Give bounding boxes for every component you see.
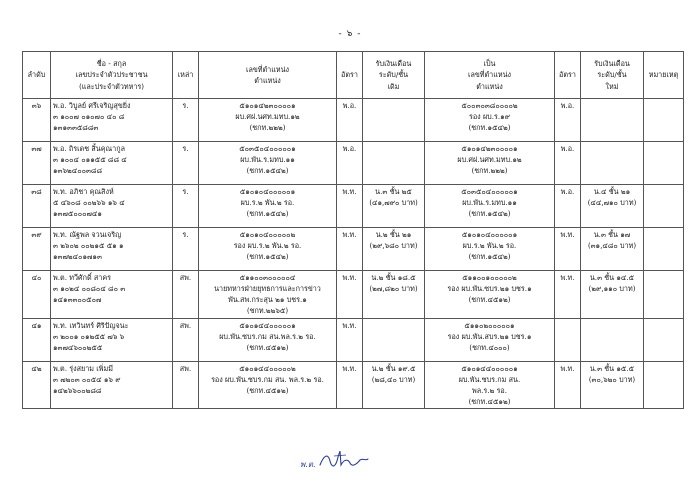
salary-line: (๔๑,๗๙๐ บาท) — [369, 198, 418, 208]
position-line: ๕๑๑๐๐๓๐๐๐๐๐๔ — [239, 273, 296, 282]
cell-name — [51, 99, 173, 142]
name-line: ๑๓๖๒๔๐๐๓๘๘ — [53, 166, 102, 176]
new-position-line: (ชกท.๒๒๒) — [471, 166, 508, 176]
cell-rank: พ.อ. — [337, 99, 363, 142]
new-position-line: ผบ.พัน.ร.มทบ.๑๑ — [462, 198, 517, 208]
cell-position — [199, 271, 337, 319]
new-position-line: ๕๑๑๐๒๐๐๐๐๐๑ — [464, 320, 515, 330]
table-row — [23, 318, 684, 361]
cell-new-salary — [581, 271, 644, 319]
cell-new-rank — [555, 318, 581, 361]
position-line: ผบ.พัน.ร.มทบ.๑๑ — [240, 155, 295, 165]
name-line: ๓ ๗๒๐๓ ๐๐๕๔ ๑๖ ๙ — [53, 374, 121, 384]
name-line: ๓ ๒๖๐๒ ๐๐๒๑๕ ๕๑ ๑ — [53, 241, 124, 251]
cell-branch: ร. — [173, 99, 199, 142]
new-position-line: ผบ.ร.๒ พัน.๒ รอ. — [462, 241, 517, 251]
name-line: ๓ ๑๐๒๔ ๐๐๘๐๔ ๘๐ ๓ — [53, 284, 126, 294]
cell-new-salary — [581, 361, 644, 409]
cell-rank: พ.ท. — [337, 271, 363, 319]
new-position-line: (ชกท.๔๕๑๒) — [468, 397, 511, 407]
position-line: ผบ.ร.๒ พัน.๒ รอ. — [240, 198, 295, 208]
new-position-line: ผบ.ศฝ.นศท.มทบ.๑๒ — [457, 155, 522, 165]
cell-new-position — [425, 228, 555, 271]
cell-name — [51, 318, 173, 361]
name-line: ๓ ๒๐๐๑ ๐๑๒๕๕ ๗๖ ๖ — [53, 331, 125, 341]
table-row — [23, 228, 684, 271]
position-line: (ชกท.๑๕๔๒) — [246, 166, 289, 176]
position-line: ๕๑๐๑๔๒๓๐๐๐๐๑ — [239, 101, 296, 110]
new-position-line: รอง ผบ.พัน.สบร.๒๑ บชร.๑ — [447, 331, 532, 341]
cell-new-salary — [581, 228, 644, 271]
position-line: (ชกท.๒๒๖๕) — [246, 306, 289, 316]
cell-new-salary — [581, 99, 644, 142]
cell-new-position — [425, 271, 555, 319]
new-position-line: ๕๐๓๕๐๔๐๐๐๐๐๑ — [461, 187, 518, 196]
new-salary-line: น.๔ ชั้น ๒๑ — [593, 187, 631, 196]
cell-new-position — [425, 318, 555, 361]
name-line: ๑๓๗๒๔๐๑๗๑๓ — [53, 252, 102, 262]
cell-new-rank: พ.อ. — [555, 185, 581, 228]
header-rank: อัตรา — [337, 52, 363, 99]
new-salary-line: น.๓ ชั้น ๑๕.๕ — [589, 363, 635, 373]
cell-branch: สพ. — [173, 361, 199, 409]
salary-line: (๒๘,๔๐ บาท) — [371, 374, 416, 384]
position-line: ๕๐๓๕๐๔๐๐๐๐๐๑ — [239, 144, 296, 153]
new-salary-line: (๒๙,๑๑๐ บาท) — [588, 284, 636, 294]
new-salary-line: น.๓ ชั้น ๑๗ — [593, 230, 631, 239]
salary-line: น.๒ ชั้น ๑๙.๕ — [371, 363, 416, 373]
cell-rank: พ.ท. — [337, 361, 363, 409]
cell-salary — [363, 142, 425, 185]
personnel-table — [22, 51, 684, 409]
header-name: ชื่อ - สกุล เลขประจำตัวประชาชน (และประจำตัวทหาร) — [51, 52, 173, 99]
table-row — [23, 271, 684, 319]
header-remark: หมายเหตุ — [644, 52, 684, 99]
name-line: ๑๔๑๓๓๐๐๕๐๗ — [53, 295, 102, 305]
new-position-line: (ชกท.๑๕๔๒) — [468, 209, 511, 219]
cell-seq: ๓๙ — [23, 228, 51, 271]
name-line: ๑๓๗๔๖๐๐๒๕๕ — [53, 342, 103, 352]
cell-remark — [644, 142, 684, 185]
cell-new-rank: พ.อ. — [555, 142, 581, 185]
position-line: รอง ผบ.พัน.ซบร.กม สน. พล.ร.๒ รอ. — [211, 374, 324, 384]
header-new-rank: อัตรา — [555, 52, 581, 99]
position-line: (ชกท.๑๕๔๒) — [246, 252, 289, 262]
table-header-row — [23, 52, 684, 99]
cell-salary — [363, 185, 425, 228]
name-line: พ.อ. ถิรเดช สิ้นคุณากูล — [53, 144, 125, 153]
name-line: พ.ท. ณัฐพล จวนเจริญ — [53, 230, 122, 239]
name-line: ๕ ๔๖๐๘ ๐๐๒๖๖ ๑๖ ๔ — [53, 198, 125, 208]
cell-remark — [644, 99, 684, 142]
cell-position — [199, 228, 337, 271]
cell-new-rank: พ.อ. — [555, 99, 581, 142]
cell-seq: ๓๗ — [23, 142, 51, 185]
salary-line: น.๒ ชั้น ๑๘.๕ — [371, 273, 416, 282]
cell-new-rank: พ.ท. — [555, 361, 581, 409]
position-line: (ชกท.๔๕๑๒) — [246, 385, 289, 395]
new-position-line: (ชกท.๑๕๔๒) — [468, 123, 511, 133]
name-line: พ.ต. รุ่งสยาม เพิ่มมี — [53, 363, 113, 373]
cell-position — [199, 185, 337, 228]
cell-new-position — [425, 361, 555, 409]
new-position-line: ๕๑๑๐๐๑๐๐๐๐๐๒ — [462, 273, 517, 282]
cell-rank: พ.ท. — [337, 228, 363, 271]
new-position-line: ๕๑๐๑๔๒๓๐๐๐๐๑ — [461, 144, 518, 153]
cell-position — [199, 361, 337, 409]
cell-remark — [644, 318, 684, 361]
new-position-line: ๕๑๐๑๐๔๐๐๐๐๐๑ — [461, 230, 518, 239]
cell-rank: พ.ท. — [337, 318, 363, 361]
cell-seq: ๔๐ — [23, 271, 51, 319]
position-line: ๕๑๐๑๔๔๐๐๐๐๐๒ — [239, 363, 296, 373]
position-line: รอง ผบ.ร.๒ พัน.๒ รอ. — [233, 241, 302, 251]
cell-position — [199, 318, 337, 361]
header-branch: เหล่า — [173, 52, 199, 99]
table-row — [23, 99, 684, 142]
cell-branch: ร. — [173, 142, 199, 185]
new-position-line: ๕๐๐๓๐๓๘๐๐๐๐๒ — [461, 101, 518, 110]
position-line: ผบ.พัน.ซบร.กม สน.พล.ร.๒ รอ. — [219, 331, 316, 341]
table-row — [23, 142, 684, 185]
salary-line: น.๒ ชั้น ๒๑ — [375, 230, 412, 239]
name-line: ๓ ๑๐๐๗ ๐๑๐๗๐ ๔๐ ๘ — [53, 112, 125, 122]
cell-seq: ๔๒ — [23, 361, 51, 409]
cell-name — [51, 228, 173, 271]
new-position-line: ๕๑๐๑๔๔๐๐๐๐๐๑ — [461, 363, 518, 373]
name-line: พ.ท. อภิชา คุณสิงห์ — [53, 187, 114, 196]
header-salary: รับเงินเดือน ระดับ/ชั้น เดิม — [363, 52, 425, 99]
cell-position — [199, 142, 337, 185]
cell-remark — [644, 361, 684, 409]
cell-new-rank: พ.ท. — [555, 271, 581, 319]
cell-name — [51, 271, 173, 319]
header-new-salary: รับเงินเดือน ระดับ/ชั้น ใหม่ — [581, 52, 644, 99]
table-body — [23, 99, 684, 409]
new-salary-line: (๓๐,๖๒๐ บาท) — [588, 374, 636, 384]
salary-line: (๒๗,๘๒๐ บาท) — [369, 284, 418, 294]
new-position-line: ผบ.พัน.ซบร.กม สน. — [458, 374, 521, 384]
header-new-position: เป็น เลขที่ตำแหน่ง ตำแหน่ง — [425, 52, 555, 99]
cell-rank: พ.ท. — [337, 185, 363, 228]
cell-salary — [363, 228, 425, 271]
name-line: ๑๔๒๖๖๐๐๒๘๘ — [53, 385, 102, 395]
page-number: - ๖ - — [338, 29, 362, 39]
cell-seq: ๓๖ — [23, 99, 51, 142]
cell-new-salary — [581, 142, 644, 185]
name-line: พ.ต. ทวีศักดิ์ สาคร — [53, 273, 111, 282]
cell-new-position — [425, 99, 555, 142]
cell-salary — [363, 99, 425, 142]
cell-name — [51, 361, 173, 409]
signature-scribble-icon — [300, 449, 370, 471]
position-line: ๕๑๐๑๐๔๐๐๐๐๐๑ — [239, 187, 296, 196]
cell-salary — [363, 271, 425, 319]
salary-line: (๒๙,๖๘๐ บาท) — [369, 241, 418, 251]
cell-seq: ๓๘ — [23, 185, 51, 228]
new-position-line: พล.ร.๒ รอ. — [471, 385, 508, 395]
table-row — [23, 185, 684, 228]
salary-line: น.๓ ชั้น ๒๕ — [375, 187, 412, 196]
cell-new-rank: พ.ท. — [555, 228, 581, 271]
position-line: (ชกท.๑๕๔๒) — [246, 209, 289, 219]
cell-new-position — [425, 185, 555, 228]
position-line: ๕๑๐๑๔๔๐๐๐๐๐๑ — [239, 320, 296, 330]
new-salary-line: (๓๑,๔๘๐ บาท) — [587, 241, 637, 251]
new-salary-line: น.๓ ชั้น ๑๔.๕ — [589, 273, 635, 282]
cell-salary — [363, 361, 425, 409]
cell-new-salary — [581, 318, 644, 361]
new-position-line: (ชกท.๔๐๐๐) — [469, 342, 510, 352]
signature — [300, 449, 370, 471]
cell-branch: สพ. — [173, 318, 199, 361]
name-line: ๑๓๗๕๐๐๐๗๔๑ — [53, 209, 102, 219]
new-position-line: รอง ผบ.พัน.ซบร.๒๑ บชร.๑ — [447, 284, 532, 294]
cell-branch: สพ. — [173, 271, 199, 319]
new-salary-line: (๔๔,๗๑๐ บาท) — [587, 198, 637, 208]
position-line: นายทหารฝ่ายยุทธการและการข่าว — [214, 284, 321, 294]
header-seq: ลำดับ — [23, 52, 51, 99]
signature-initial: พ.ต. — [300, 460, 316, 469]
name-line: พ.อ. วิบูลย์ ศรีเจริญสุขยิ่ง — [53, 101, 131, 110]
header-position: เลขที่ตำแหน่ง ตำแหน่ง — [199, 52, 337, 99]
cell-rank: พ.อ. — [337, 142, 363, 185]
name-line: ๓ ๑๐๐๔ ๐๑๑๕๕ ๘๘ ๔ — [53, 155, 127, 165]
cell-branch: ร. — [173, 185, 199, 228]
table-row — [23, 361, 684, 409]
position-line: (ชกท.๔๕๑๒) — [246, 342, 289, 352]
cell-branch: ร. — [173, 228, 199, 271]
cell-position — [199, 99, 337, 142]
cell-remark — [644, 185, 684, 228]
position-line: ๕๑๐๑๐๔๐๐๐๐๐๒ — [239, 230, 296, 239]
cell-seq: ๔๑ — [23, 318, 51, 361]
new-position-line: (ชกท.๔๕๑๒) — [468, 295, 511, 305]
cell-name — [51, 185, 173, 228]
cell-new-salary — [581, 185, 644, 228]
name-line: พ.ท. เทวินทร์ ศิริปัญจนะ — [53, 320, 129, 330]
position-line: (ชกท.๒๒๒) — [249, 123, 286, 133]
name-line: ๑๓๑๓๓๕๘๘๓ — [53, 123, 99, 133]
new-position-line: รอง ผบ.ร.๑๙ — [468, 112, 510, 122]
position-line: ผบ.ศฝ.นศท.มทบ.๑๒ — [235, 112, 300, 122]
cell-remark — [644, 271, 684, 319]
cell-new-position — [425, 142, 555, 185]
new-position-line: (ชกท.๑๕๔๒) — [468, 252, 511, 262]
cell-remark — [644, 228, 684, 271]
position-line: พัน.สพ.กระสุน ๒๑ บชร.๑ — [228, 295, 307, 305]
cell-salary — [363, 318, 425, 361]
cell-name — [51, 142, 173, 185]
